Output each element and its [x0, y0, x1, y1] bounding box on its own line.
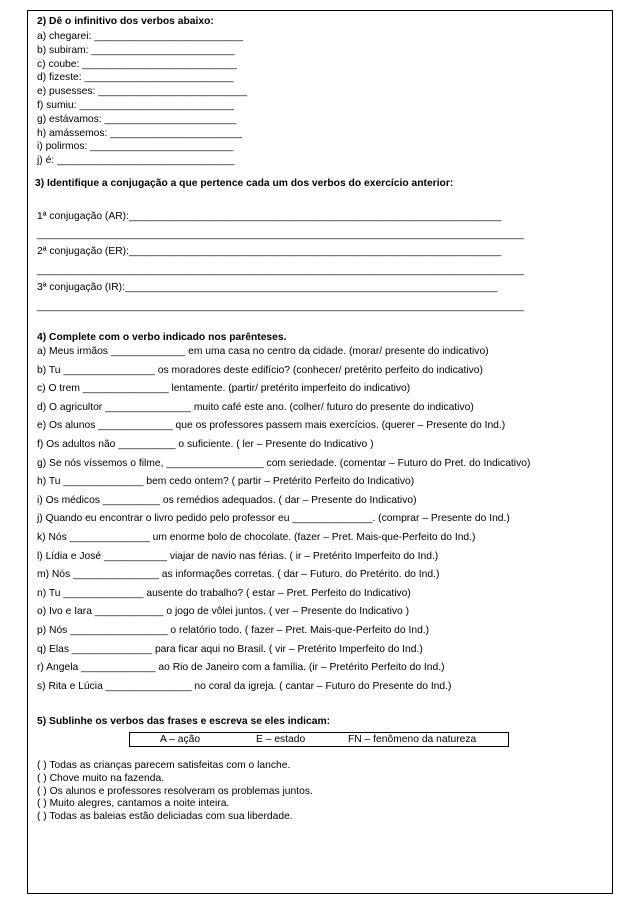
q2-item-4: d) fizeste: __________________________ — [37, 72, 234, 84]
q5-item-3: ( ) Os alunos e professores resolveram os problemas juntos. — [37, 785, 313, 797]
q5-title: 5) Sublinhe os verbos das frases e escreva se eles indicam: — [37, 716, 331, 727]
q2-item-5: e) pusesses: __________________________ — [37, 86, 248, 98]
q2-item-8: h) amássemos: _______________________ — [37, 127, 242, 139]
q5-item-5: ( ) Todas as baleias estão deliciadas com sua liberdade. — [37, 811, 293, 823]
q2-item-2: b) subiram: _________________________ — [37, 44, 235, 56]
q5-item-2: ( ) Chove muito na fazenda. — [37, 772, 165, 784]
q4-item-2: b) Tu ________________ os moradores deste edifício? (conhecer/ pretérito perfeito do indicativo) — [37, 364, 483, 376]
q4-item-8: h) Tu ______________ bem cedo ontem? ( partir – Pretérito Perfeito do Indicativo) — [37, 476, 415, 488]
q3-line-2: _____________________________________________________________________________________ — [37, 229, 524, 240]
q3-line-5: 3ª conjugação (IR):_________________________________________________________________ — [37, 282, 498, 293]
q4-item-18: r) Angela _____________ ao Rio de Janeiro com a família. (ir – Pretérito Perfeito do Ind.) — [37, 662, 445, 674]
q5-legend-box — [129, 732, 509, 747]
q4-item-10: j) Quando eu encontrar o livro pedido pelo professor eu ______________. (comprar – Presente do Ind.) — [37, 513, 510, 525]
q4-item-11: k) Nós ______________ um enorme bolo de chocolate. (fazer – Pret. Mais-que-Perfeito do Ind.) — [37, 532, 476, 543]
q4-item-4: d) O agricultor _______________ muito café este ano. (colher/ futuro do presente do indicativo) — [37, 401, 474, 413]
q4-item-7: g) Se nós víssemos o filme, _________________ com seriedade. (comentar – Futuro do Pret. do Indicativo) — [37, 457, 531, 469]
q5-item-1: ( ) Todas as crianças parecem satisfeitas com o lanche. — [37, 760, 291, 771]
q3-line-1: 1ª conjugação (AR):_________________________________________________________________ — [37, 211, 502, 222]
legend-fenomeno: FN – fenômeno da natureza — [348, 734, 477, 745]
q2-item-10: j) é: _______________________________ — [37, 155, 235, 167]
q3-line-6: _____________________________________________________________________________________ — [37, 301, 524, 312]
q5-item-4: ( ) Muito alegres, cantamos a noite inteira. — [37, 798, 230, 810]
q3-title: 3) Identifique a conjugação a que pertence cada um dos verbos do exercício anterior: — [35, 178, 454, 189]
q4-item-9: i) Os médicos __________ os remédios adequados. ( dar – Presente do Indicativo) — [37, 494, 417, 506]
q4-item-1: a) Meus irmãos _____________ em uma casa no centro da cidade. (morar/ presente do indicativo) — [37, 346, 489, 357]
q4-item-15: o) Ivo e Iara ____________ o jogo de vôlei juntos. ( ver – Presente do Indicativo ) — [37, 606, 410, 618]
q2-item-6: f) sumiu: ___________________________ — [37, 100, 234, 111]
q4-item-19: s) Rita e Lúcia _______________ no coral da igreja. ( cantar – Futuro do Presente do Ind.) — [37, 680, 452, 692]
q4-item-16: p) Nós _________________ o relatório todo. ( fazer – Pret. Mais-que-Perfeito do Ind.) — [37, 625, 430, 636]
q2-title: 2) Dê o infinitivo dos verbos abaixo: — [37, 16, 214, 27]
legend-acao: A – ação — [160, 734, 201, 745]
q3-line-4: _____________________________________________________________________________________ — [37, 265, 524, 276]
q4-item-13: m) Nós _______________ as informações corretas. ( dar – Futuro. do Pretérito. do Ind.) — [37, 569, 440, 581]
q4-item-3: c) O trem _______________ lentamente. (partir/ pretérito imperfeito do indicativo) — [37, 383, 411, 395]
q4-item-17: q) Elas ______________ para ficar aqui no Brasil. ( vir – Pretérito Imperfeito do Ind.) — [37, 643, 423, 655]
q4-item-14: n) Tu ______________ ausente do trabalho? ( estar – Pret. Perfeito do Indicativo) — [37, 587, 411, 599]
legend-estado: E – estado — [256, 734, 306, 745]
q2-item-3: c) coube: ___________________________ — [37, 58, 237, 70]
q4-item-12: l) Lídia e José ___________ viajar de navio nas férias. ( ir – Pretérito Imperfeito do Ind.) — [37, 550, 439, 562]
q3-line-3: 2ª conjugação (ER):_________________________________________________________________ — [37, 246, 502, 257]
q2-item-7: g) estávamos: _______________________ — [37, 113, 237, 125]
q4-item-6: f) Os adultos não __________ o suficiente. ( ler – Presente do Indicativo ) — [37, 439, 374, 450]
q2-item-1: a) chegarei: __________________________ — [37, 31, 244, 42]
q2-item-9: i) polirmos: _________________________ — [37, 141, 234, 153]
q4-title: 4) Complete com o verbo indicado nos parênteses. — [37, 332, 287, 343]
q4-item-5: e) Os alunos _____________ que os professores passem mais exercícios. (querer – Presente do Ind.) — [37, 420, 506, 432]
